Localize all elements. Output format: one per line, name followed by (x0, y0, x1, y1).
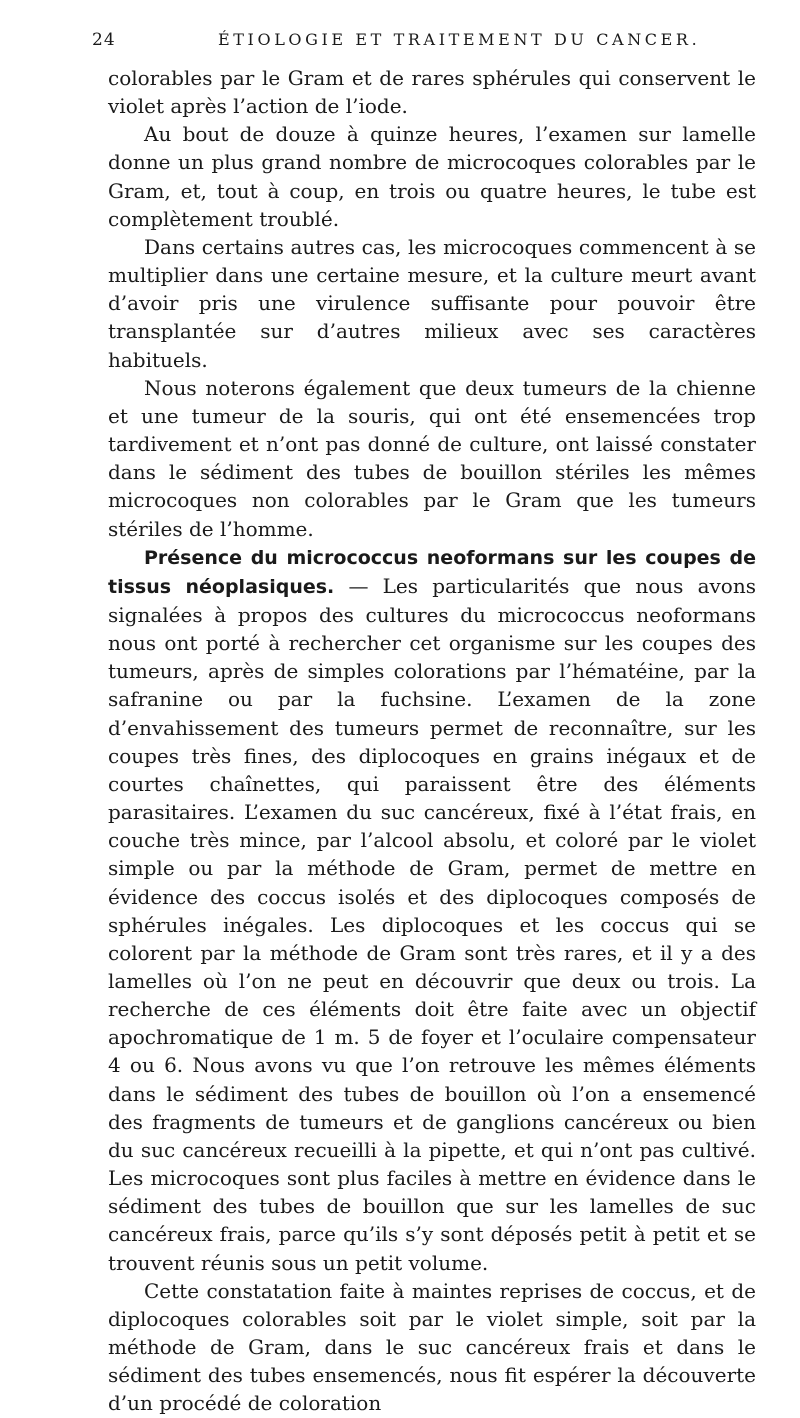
paragraph: colorables par le Gram et de rares sphérules qui conservent le violet après l’action de l’iode. (108, 66, 756, 119)
section-heading: Présence du micrococcus neoformans sur les coupes de tissus néoplasiques. (108, 546, 756, 598)
page-number: 24 (92, 30, 116, 50)
paragraph: Nous noterons également que deux tumeurs de la chienne et une tumeur de la souris, qui ont été ensemencées trop tardivement et n’ont pas donné de culture, ont laissé constater dans le sédiment des tubes de bouillon stériles les mêmes microcoques non colorables par le Gram que les tumeurs stériles de l’homme. (108, 375, 756, 541)
paragraph: Au bout de douze à quinze heures, l’examen sur lamelle donne un plus grand nombre de microcoques colorables par le Gram, et, tout à coup, en trois ou quatre heures, le tube est complètement troublé. (108, 122, 756, 231)
section-paragraph (108, 543, 756, 1277)
section-body: — Les particularités que nous avons signalées à propos des cultures du micrococcus neoformans nous ont porté à rechercher cet organisme sur les coupes des tumeurs, après de simples colorations par l’hématéine, par la safranine ou par la fuchsine. L’examen de la zone d’envahissement des tumeurs permet de reconnaître, sur les coupes très fines, des diplocoques en grains inégaux et de courtes chaînettes, qui paraissent être des éléments parasitaires. L’examen du suc cancéreux, fixé à l’état frais, en couche très mince, par l’alcool absolu, et coloré par le violet simple ou par la méthode de Gram, permet de mettre en évidence des coccus isolés et des diplocoques composés de sphérules inégales. Les diplocoques et les coccus qui se colorent par la méthode de Gram sont très rares, et il y a des lamelles où l’on ne peut en découvrir que deux ou trois. La recherche de ces éléments doit être faite avec un objectif apochromatique de 1 m. 5 de foyer et l’oculaire compensateur 4 ou 6. Nous avons vu que l’on retrouve les mêmes éléments dans le sédiment des tubes de bouillon où l’on a ensemencé des fragments de tumeurs et de ganglions cancéreux ou bien du suc cancéreux recueilli à la pipette, et qui n’ont pas cultivé. Les microcoques sont plus faciles à mettre en évidence dans le sédiment des tubes de bouillon que sur les lamelles de suc cancéreux frais, parce qu’ils s’y sont déposés petit à petit et se trouvent réunis sous un petit volume. (108, 573, 756, 1275)
paragraph: Cette constatation faite à maintes reprises de coccus, et de diplocoques colorables soit par le violet simple, soit par la méthode de Gram, dans le suc cancéreux frais et dans le sédiment des tubes ensemencés, nous fit espérer la découverte d’un procédé de coloration (108, 1278, 756, 1416)
body-text (108, 64, 756, 1418)
running-title: ÉTIOLOGIE ET TRAITEMENT DU CANCER. (218, 30, 701, 49)
page-header (0, 30, 800, 56)
paragraph: Dans certains autres cas, les microcoques commencent à se multiplier dans une certaine mesure, et la culture meurt avant d’avoir pris une virulence suffisante pour pouvoir être transplantée sur d’autres milieux avec ses caractères habituels. (108, 234, 756, 372)
